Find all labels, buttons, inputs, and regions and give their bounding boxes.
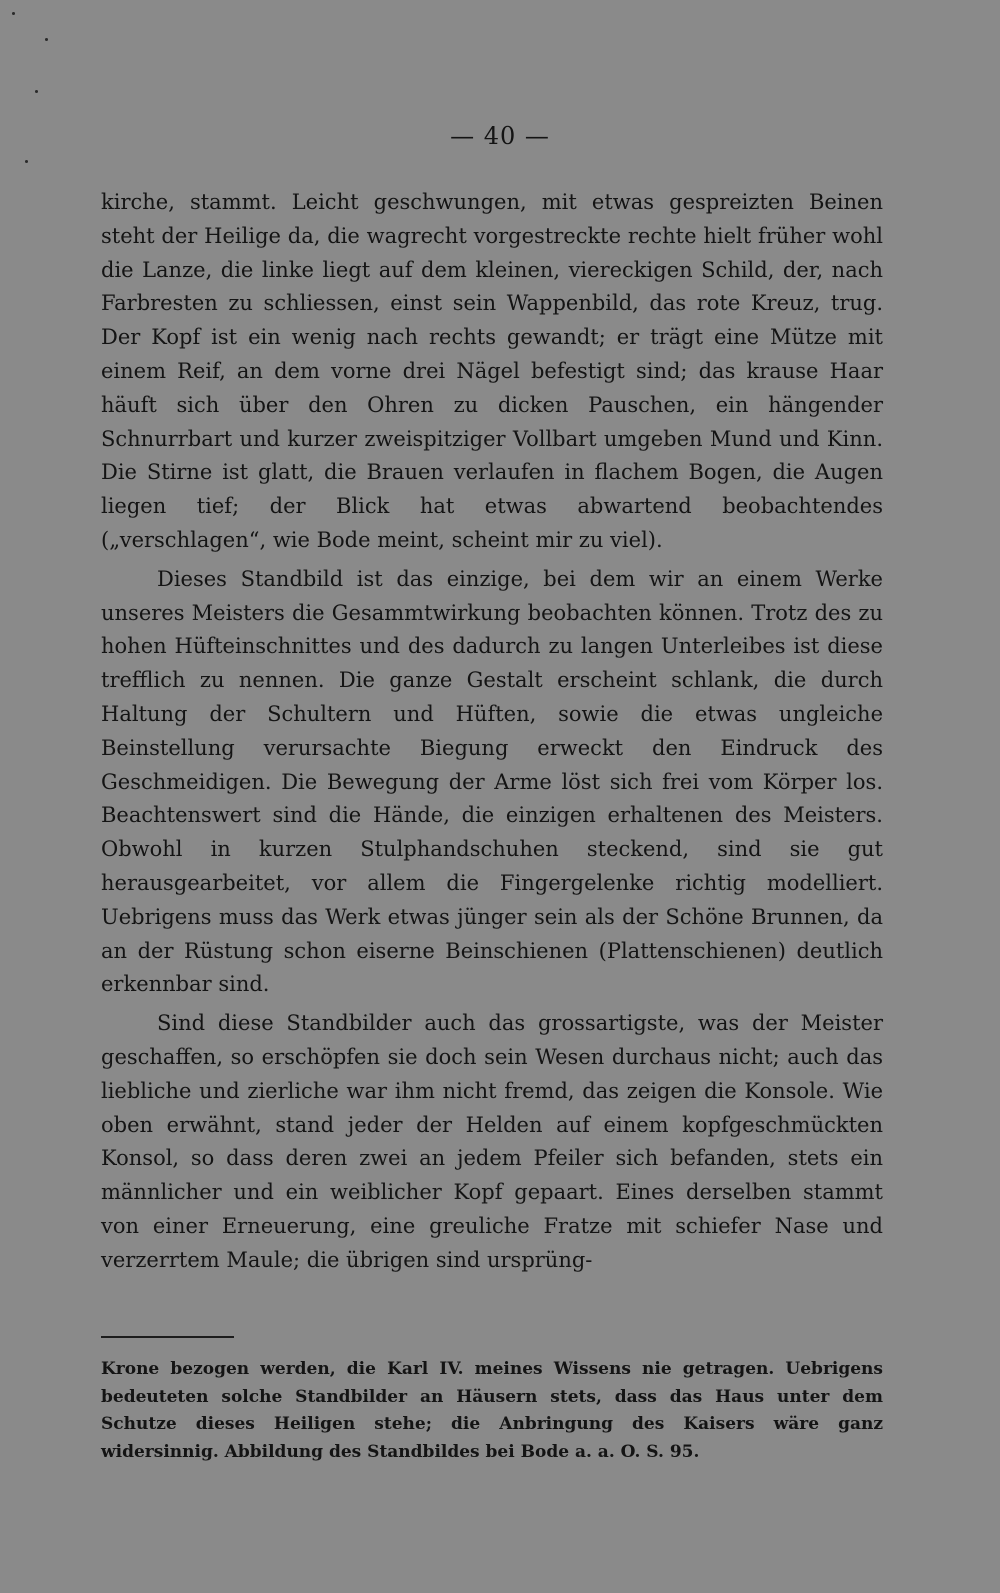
page-number: — 40 — bbox=[450, 122, 550, 150]
paragraph-1: kirche, stammt. Leicht geschwungen, mit etwas gespreizten Beinen steht der Heilige da, die wagrecht vorgestreckte rechte hielt früher wohl die Lanze, die linke liegt auf dem kleinen, viereckigen Schild, der, nach Farbresten zu schliessen, einst sein Wappenbild, das rote Kreuz, trug. Der Kopf ist ein wenig nach rechts gewandt; er trägt eine Mütze mit einem Reif, an dem vorne drei Nägel befestigt sind; das krause Haar häuft sich über den Ohren zu dicken Pauschen, ein hängender Schnurrbart und kurzer zweispitziger Vollbart umgeben Mund und Kinn. Die Stirne ist glatt, die Brauen verlaufen in flachem Bogen, die Augen liegen tief; der Blick hat etwas abwartend beobachtendes („verschlagen“, wie Bode meint, scheint mir zu viel). bbox=[101, 190, 883, 552]
footnote-divider bbox=[101, 1336, 234, 1338]
scan-speck bbox=[35, 90, 38, 93]
body-text bbox=[101, 186, 883, 1283]
scan-speck bbox=[25, 160, 28, 163]
paragraph-2: Dieses Standbild ist das einzige, bei dem wir an einem Werke unseres Meisters die Gesammtwirkung beobachten können. Trotz des zu hohen Hüfteinschnittes und des dadurch zu langen Unterleibes ist diese trefflich zu nennen. Die ganze Gestalt erscheint schlank, die durch Haltung der Schultern und Hüften, sowie die etwas ungleiche Beinstellung verursachte Biegung erweckt den Eindruck des Geschmeidigen. Die Bewegung der Arme löst sich frei vom Körper los. Beachtenswert sind die Hände, die einzigen erhaltenen des Meisters. Obwohl in kurzen Stulphandschuhen steckend, sind sie gut herausgearbeitet, vor allem die Fingergelenke richtig modelliert. Uebrigens muss das Werk etwas jünger sein als der Schöne Brunnen, da an der Rüstung schon eiserne Beinschienen (Plattenschienen) deutlich erkennbar sind. bbox=[101, 566, 883, 997]
footnote-text: Krone bezogen werden, die Karl IV. meines Wissens nie getragen. Uebrigens bedeuteten solche Standbilder an Häusern stets, dass das Haus unter dem Schutze dieses Heiligen stehe; die Anbringung des Kaisers wäre ganz widersinnig. Abbildung des Standbildes bei Bode a. a. O. S. 95. bbox=[101, 1359, 883, 1462]
paragraph-3: Sind diese Standbilder auch das grossartigste, was der Meister geschaffen, so erschöpfen sie doch sein Wesen durchaus nicht; auch das liebliche und zierliche war ihm nicht fremd, das zeigen die Konsole. Wie oben erwähnt, stand jeder der Helden auf einem kopfgeschmückten Konsol, so dass deren zwei an jedem Pfeiler sich befanden, stets ein männlicher und ein weiblicher Kopf gepaart. Eines derselben stammt von einer Erneuerung, eine greuliche Fratze mit schiefer Nase und verzerrtem Maule; die übrigen sind ursprüng- bbox=[101, 1011, 883, 1272]
scan-speck bbox=[45, 38, 48, 41]
scan-speck bbox=[12, 12, 15, 15]
footnote bbox=[101, 1356, 883, 1466]
